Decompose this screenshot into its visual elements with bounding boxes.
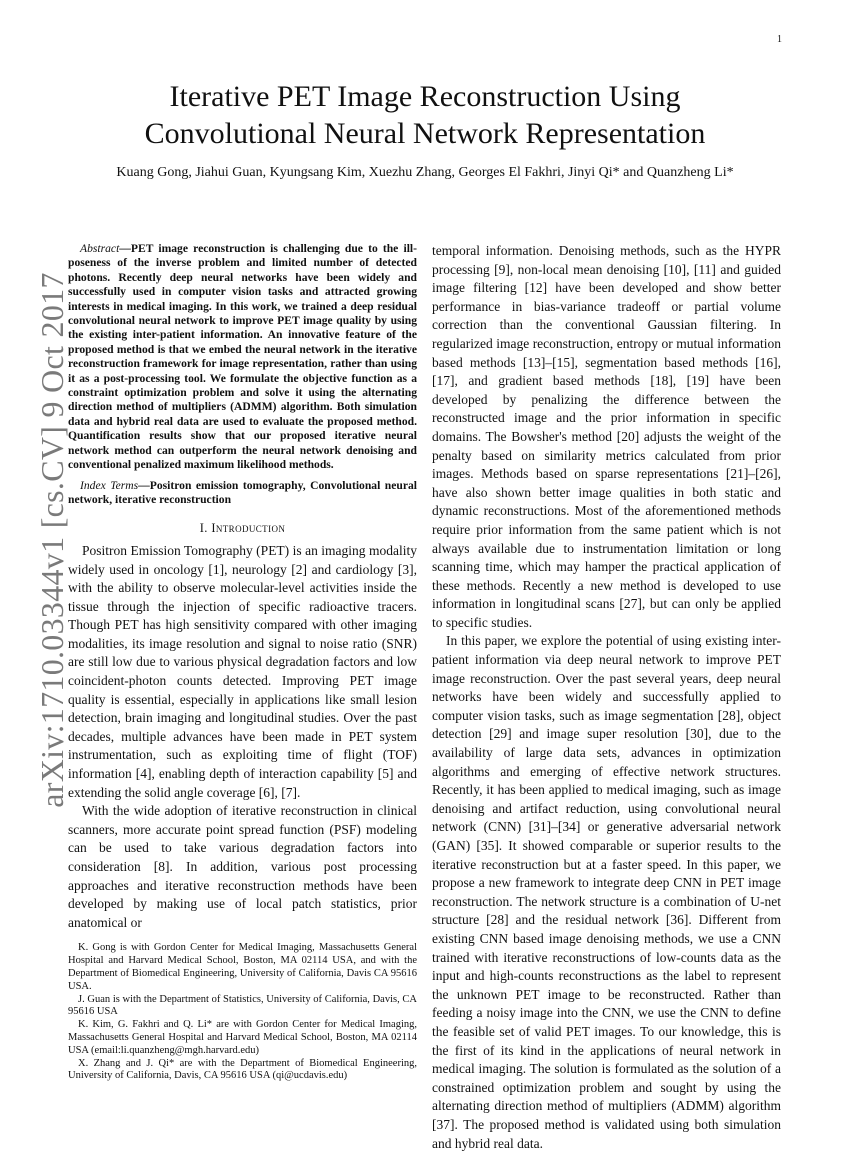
- left-column: [68, 242, 417, 1083]
- author-footnotes: [68, 942, 417, 1083]
- footnote: K. Gong is with Gordon Center for Medical Imaging, Massachusetts General Hospital and Harvard Medical School, Boston, MA 02114 USA, and with the Department of Biomedical Engineering, University of California, Davis CA 95616 USA.: [68, 942, 417, 992]
- arxiv-identifier[interactable]: arXiv:1710.03344v1 [cs.CV] 9 Oct 2017: [34, 272, 70, 808]
- paper-title: [0, 78, 850, 152]
- page-number: 1: [777, 34, 782, 45]
- author-list: Kuang Gong, Jiahui Guan, Kyungsang Kim, Xuezhu Zhang, Georges El Fakhri, Jinyi Qi* and Quanzheng Li*: [116, 165, 734, 180]
- paragraph: Positron Emission Tomography (PET) is an imaging modality widely used in oncology [1], neurology [2] and cardiology [3], with the ability to observe molecular-level activities inside the tissue through the injection of specific radioactive tracers. Though PET has high sensitivity compared with other imaging modalities, its image resolution and signal to noise ratio (SNR) are still low due to various physical degradation factors and low coincident-photon counts detected. Improving PET image quality is essential, especially in applications like small lesion detection, brain imaging and longitudinal studies. Over the past decades, multiple advances have been made in PET system instrumentation, such as exploiting time of flight (TOF) information [4], enabling depth of interaction capability [5] and extending the solid angle coverage [6], [7].: [68, 542, 417, 800]
- abstract: [68, 242, 417, 473]
- footnote: X. Zhang and J. Qi* are with the Department of Biomedical Engineering, University of California, Davis, CA 95616 USA (qi@ucdavis.edu): [68, 1057, 417, 1082]
- index-terms-label: Index Terms: [80, 478, 139, 492]
- paragraph: temporal information. Denoising methods, such as the HYPR processing [9], non-local mean denoising [10], [11] and guided image filtering [12] have been developed and show better performance in bias-variance tradeoff or partial volume correction than the conventional Gaussian filtering. In regularized image reconstruction, entropy or mutual information based methods [13]–[15], segmentation based methods [16], [17], and gradient based methods [18], [19] have been developed by penalizing the difference between the reconstructed image and the prior information in specific domains. The Bowsher's method [20] adjusts the weight of the penalty based on similarity metrics calculated from prior images. Methods based on sparse representations [21]–[26], have also shown better image qualities in both static and dynamic reconstructions. Most of the aforementioned methods require prior information from the same patient which is not always available due to instrumentation limitation or long scanning time, which may hamper the practical application of these methods. Recently a new method is developed to use information in longitudinal scans [27], but can only be applied to specific studies.: [432, 243, 781, 630]
- right-column: [432, 242, 781, 1153]
- footnote: K. Kim, G. Fakhri and Q. Li* are with Gordon Center for Medical Imaging, Massachusetts General Hospital and Harvard Medical School, Boston, MA 02114 USA (email:li.quanzheng@mgh.harvard.edu): [68, 1019, 417, 1056]
- title-line-1: Iterative PET Image Reconstruction Using: [169, 80, 681, 113]
- footnote: J. Guan is with the Department of Statistics, University of California, Davis, CA 95616 USA: [68, 993, 417, 1018]
- title-line-2: Convolutional Neural Network Representation: [144, 117, 706, 150]
- abstract-label: Abstract: [80, 242, 120, 255]
- index-terms: [68, 479, 417, 508]
- abstract-text: —PET image reconstruction is challenging due to the ill-poseness of the inverse problem and limited number of detected photons. Recently deep neural networks have been widely and successfully used in computer vision tasks and attracted growing interests in medical imaging. In this work, we trained a deep residual convolutional neural network to improve PET image quality by using the existing inter-patient information. An innovative feature of the proposed method is that we embed the neural network in the iterative reconstruction framework for image representation, rather than using it as a post-processing tool. We formulate the objective function as a constraint optimization problem and solve it using the alternating direction method of multipliers (ADMM) algorithm. Both simulation data and hybrid real data are used to evaluate the proposed method. Quantification results show that our proposed iterative neural network method can outperform the neural network denoising and conventional penalized maximum likelihood methods.: [68, 242, 417, 472]
- section-heading-introduction: I. Introduction: [199, 521, 286, 536]
- paragraph: With the wide adoption of iterative reconstruction in clinical scanners, more accurate point spread function (PSF) modeling can be used to take various degradation factors into consideration [8]. In addition, various post processing approaches and iterative reconstruction methods have been developed by making use of local patch statistics, prior anatomical or: [68, 803, 417, 930]
- paragraph: In this paper, we explore the potential of using existing inter-patient information via deep neural network to improve PET image reconstruction. Over the past several years, deep neural networks have been widely and successfully applied to computer vision tasks, such as image segmentation [28], object detection [29] and image super resolution [30], due to the availability of large data sets, advances in optimization algorithms and emerging of effective network structures. Recently, it has been applied to medical imaging, such as image denoising and artifact reduction, using convolutional neural network (CNN) [31]–[34] or generative adversarial network (GAN) [35]. It showed comparable or superior results to the iterative reconstruction but at a faster speed. In this paper, we propose a new framework to integrate deep CNN in PET image reconstruction. The network structure is a combination of U-net structure [28] and the residual network [36]. Different from existing CNN based image denoising methods, we use a CNN trained with iterative reconstructions of low-counts data as the input and high-counts reconstructions as the label to represent the unknown PET image to be reconstructed. Rather than feeding a noisy image into the CNN, we use the CNN to define the feasible set of valid PET images. To our knowledge, this is the first of its kind in the applications of neural network in medical imaging. The solution is formulated as the solution of a constrained optimization problem and sought by using the alternating direction method of multipliers (ADMM) algorithm [37]. The proposed method is validated using both simulation and hybrid real data.: [432, 633, 781, 1151]
- index-terms-text: —Positron emission tomography, Convolutional neural network, iterative reconstruction: [68, 478, 417, 506]
